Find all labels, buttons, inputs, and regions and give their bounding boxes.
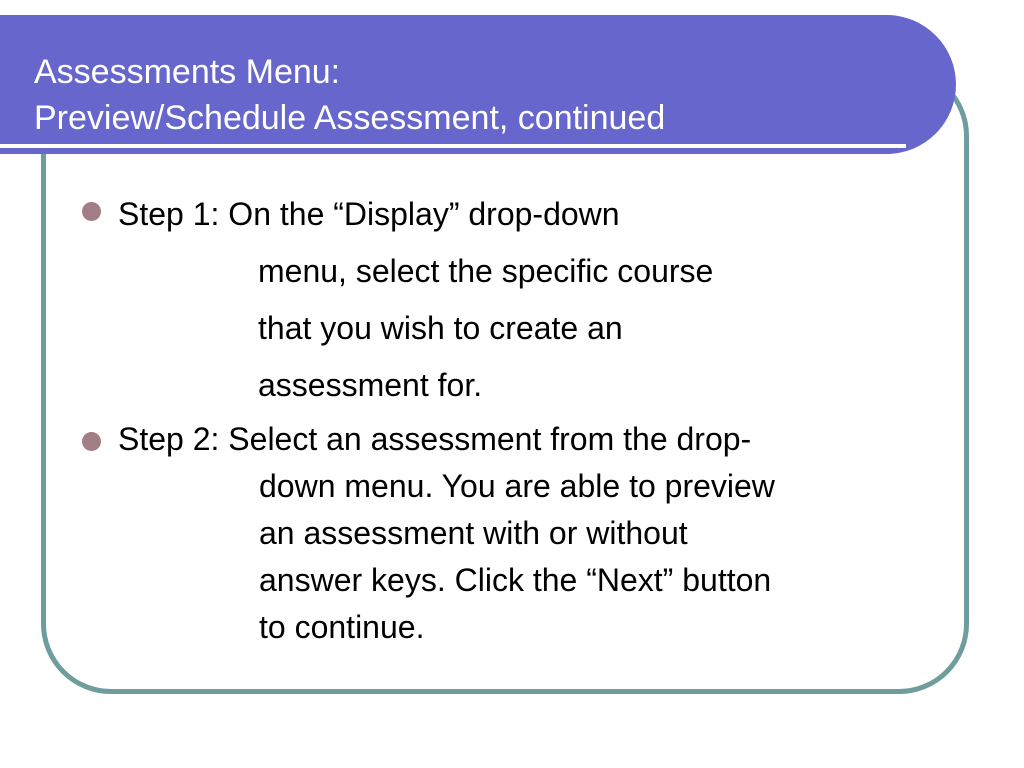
- bullet-text: [118, 416, 775, 651]
- slide-title-line-1: Assessments Menu:: [34, 53, 341, 91]
- bullet-dot-icon: [82, 202, 101, 221]
- bullet-line: that you wish to create an: [258, 310, 623, 346]
- slide-title: [34, 49, 665, 141]
- bullet-line: assessment for.: [258, 367, 483, 403]
- bullet-line: menu, select the specific course: [258, 253, 714, 289]
- bullet-line: down menu. You are able to preview: [259, 468, 775, 504]
- bullet-line: answer keys. Click the “Next” button: [259, 562, 772, 598]
- bullet-line: Step 2: Select an assessment from the drop-: [118, 421, 752, 457]
- title-bar: [0, 15, 956, 154]
- title-underline: [0, 144, 906, 148]
- bullet-line: an assessment with or without: [259, 515, 688, 551]
- bullet-line: Step 1: On the “Display” drop-down: [118, 196, 620, 232]
- bullet-line: to continue.: [259, 609, 425, 645]
- bullet-text: [118, 186, 713, 414]
- slide-title-line-2: Preview/Schedule Assessment, continued: [34, 99, 666, 137]
- bullet-dot-icon: [82, 432, 101, 451]
